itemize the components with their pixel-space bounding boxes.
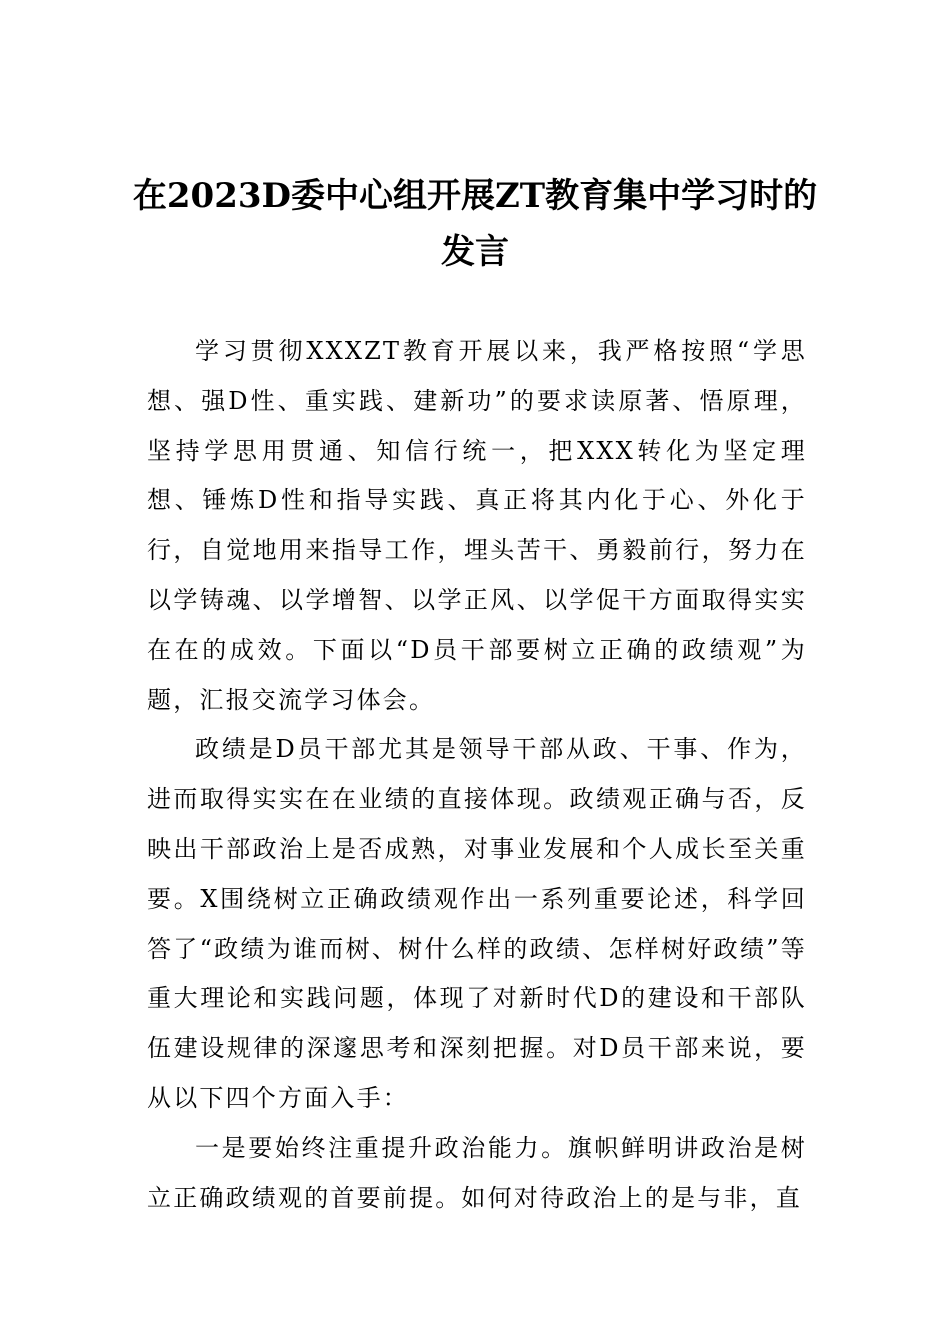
- document-title: 在2023D委中心组开展ZT教育集中学习时的发言: [132, 176, 818, 272]
- paragraph-1: 学习贯彻XXXZT教育开展以来，我严格按照“学思想、强D性、重实践、建新功”的要求读原著、悟原理，坚持学思用贯通、知信行统一，把XXX转化为坚定理想、锤炼D性和指导实践、真正将其内化于心、外化于行，自觉地用来指导工作，埋头苦干、勇毅前行，努力在以学铸魂、以学增智、以学正风、以学促干方面取得实实在在的成效。下面以“D员干部要树立正确的政绩观”为题，汇报交流学习体会。: [147, 337, 807, 714]
- paragraph-3: 一是要始终注重提升政治能力。旗帜鲜明讲政治是树立正确政绩观的首要前提。如何对待政治上的是与非，直: [147, 1133, 807, 1212]
- paragraph-2: 政绩是D员干部尤其是领导干部从政、干事、作为，进而取得实实在在业绩的直接体现。政绩观正确与否，反映出干部政治上是否成熟，对事业发展和个人成长至关重要。X围绕树立正确政绩观作出一系列重要论述，科学回答了“政绩为谁而树、树什么样的政绩、怎样树好政绩”等重大理论和实践问题，体现了对新时代D的建设和干部队伍建设规律的深邃思考和深刻把握。对D员干部来说，要从以下四个方面入手：: [147, 735, 807, 1112]
- document-body: [147, 327, 807, 1223]
